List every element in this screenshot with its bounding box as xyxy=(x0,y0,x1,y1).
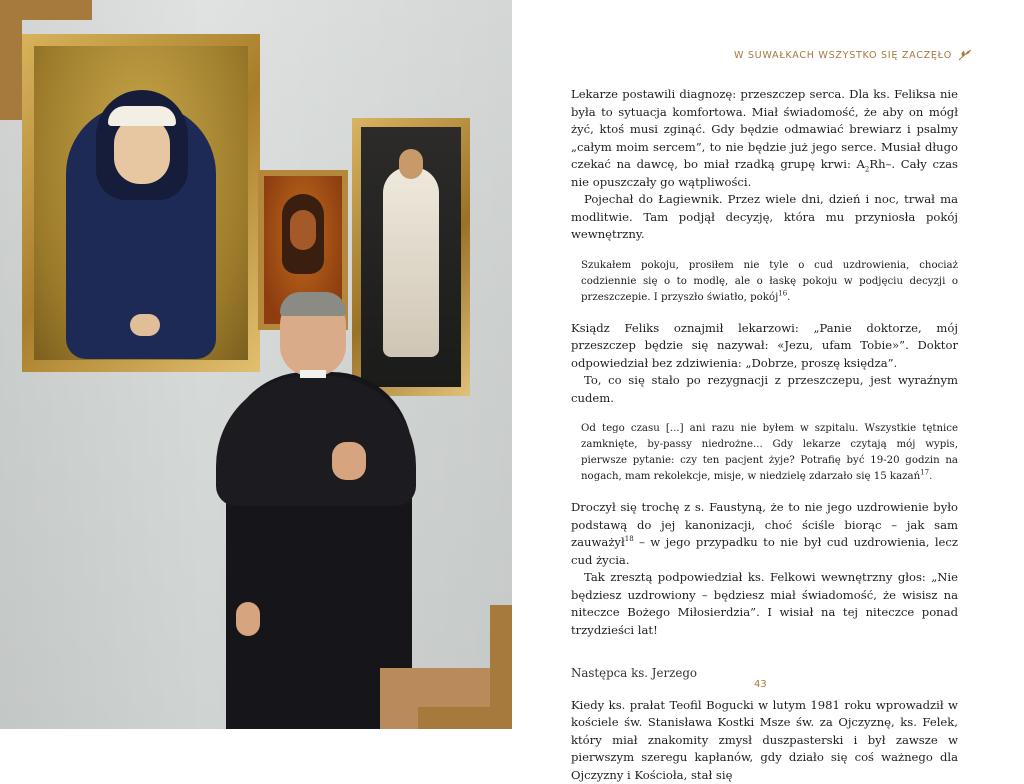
text-page xyxy=(512,0,1024,729)
paragraph: Droczył się trochę z s. Faustyną, że to nie jego uzdrowienie było podstawą do jej kanonizacji, choć ściśle biorąc – jak sam zauważył$^{18}$ – w jego przypadku to nie był cud uzdrowienia, lecz cud życia. xyxy=(571,499,958,569)
priest-hand xyxy=(332,442,366,480)
paragraph: Ksiądz Feliks oznajmił lekarzowi: „Panie doktorze, mój przeszczep będzie się nazywał: «Jezu, ufam Tobie»”. Doktor odpowiedział bez zdziwienia: „Dobrze, proszę księdza”. xyxy=(571,320,958,373)
priest-figure xyxy=(208,292,428,729)
photo-page xyxy=(0,0,512,729)
jesus-head xyxy=(399,149,423,179)
block-quote: Szukałem pokoju, prosiłem nie tyle o cud uzdrowienia, chociaż codziennie się o to modlę, ale o łaskę pokoju w podjęciu decyzji o przeszczepie. I przyszło światło, pokój$^{16}$. xyxy=(571,258,958,306)
footnote-ref: 18 xyxy=(625,535,634,543)
footnote-ref: 16 xyxy=(778,289,787,297)
nun-wimple xyxy=(108,106,176,126)
gold-corner-mark xyxy=(0,0,22,120)
section-title: Następca ks. Jerzego xyxy=(571,665,958,683)
leaf-icon xyxy=(958,49,972,61)
priest-hand-left xyxy=(236,602,260,636)
paragraph: Kiedy ks. prałat Teofil Bogucki w lutym 1981 roku wprowadził w kościele św. Stanisława Kostki Msze św. za Ojczyznę, ks. Felek, który miał znakomity zmysł duszpasterski i był zawsze w pierwszym szeregu kapłanów, gdy działo się coś ważnego dla Ojczyzny i Kościoła, stał się xyxy=(571,697,958,784)
paragraph: Lekarze postawili diagnozę: przeszczep serca. Dla ks. Feliksa nie była to sytuacja komfortowa. Miał świadomość, że aby on mógł żyć, ktoś musi zginąć. Gdy będzie odmawiać brewiarz i psalmy „całym moim sercem”, to nie będzie już jego serce. Musiał długo czekać na dawcę, bo miał rzadką grupę krwi: $A_2Rh-$. Cały czas nie opuszczały go wątpliwości. xyxy=(571,86,958,191)
page-number: 43 xyxy=(754,679,767,690)
nun-face xyxy=(114,116,170,184)
nun-hands xyxy=(130,314,160,336)
icon-face xyxy=(290,210,316,250)
running-header-title: W SUWAŁKACH WSZYSTKO SIĘ ZACZĘŁO xyxy=(734,50,952,61)
running-header xyxy=(734,49,972,61)
gold-corner-mark xyxy=(418,707,512,729)
paragraph: Pojechał do Łagiewnik. Przez wiele dni, dzień i noc, trwał ma modlitwie. Tam podjął decyzję, która mu przyniosła pokój wewnętrzny. xyxy=(571,191,958,244)
paragraph: Tak zresztą podpowiedział ks. Felkowi wewnętrzny głos: „Nie będziesz uzdrowiony – będziesz miał świadomość, że wisisz na niteczce Bożego Miłosierdzia”. I wisiał na tej niteczce ponad trzydzieści lat! xyxy=(571,569,958,639)
footnote-ref: 17 xyxy=(920,469,929,477)
paragraph: To, co się stało po rezygnacji z przeszczepu, jest wyraźnym cudem. xyxy=(571,372,958,407)
roman-collar xyxy=(300,370,326,378)
priest-hair xyxy=(280,292,346,316)
block-quote: Od tego czasu [...] ani razu nie byłem w szpitalu. Wszystkie tętnice zamknięte, by-passy niedrożne... Gdy lekarze czytają mój wypis, pierwsze pytanie: czy ten pacjent żyje? Potrafię być 19-20 godzin na nogach, mam rekolekcje, misje, w niedzielę zdarzało się 15 kazań$^{17}$. xyxy=(571,421,958,485)
